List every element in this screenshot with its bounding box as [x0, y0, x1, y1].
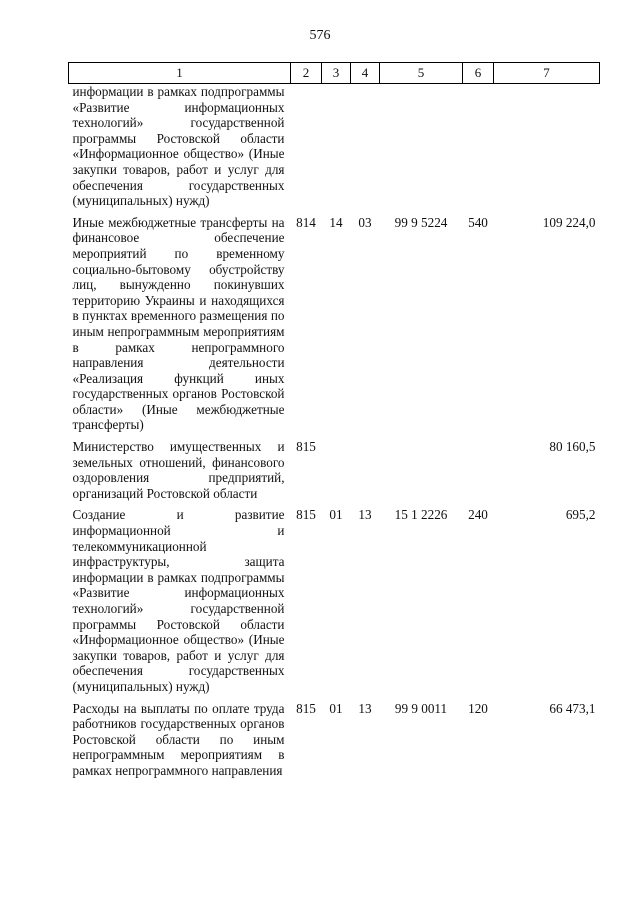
row-target-article: 99 9 0011: [394, 700, 448, 716]
row-target-article: 15 1 2226: [394, 507, 448, 523]
row-amount: 109 224,0: [542, 214, 596, 230]
row-ministry-code: [291, 84, 322, 209]
header-col-6: 6: [463, 63, 494, 84]
header-col-7: 7: [494, 63, 600, 84]
row-subsection: 03: [358, 214, 372, 230]
row-amount: 80 160,5: [549, 439, 596, 455]
row-description: информации в рамках подпрограммы «Развитие информационных технологий» государственной программы Ростовской области «Информационное общество» (Иные закупки товаров, работ и услуг для обеспечения государственных (муниципальных) нужд): [72, 84, 285, 209]
row-description: Создание и развитие информационной и телекоммуникационной инфраструктуры, защита информации в рамках подпрограммы «Развитие информационных технологий» государственной программы Ростовской области «Информационное общество» (Иные закупки товаров, работ и услуг для обеспечения государственных (муниципальных) нужд): [72, 507, 285, 694]
header-col-1: 1: [69, 63, 291, 84]
table-row: [69, 701, 600, 779]
row-description: Иные межбюджетные трансферты на финансовое обеспечение мероприятий по временному социально-бытовому обустройству лиц, вынужденно покинувших территорию Украины и находящихся в пунктах временного размещения по иным непрограммным мероприятиям в рамках непрограммного направления деятельности «Реализация функций иных государственных органов Ростовской области» (Иные межбюджетные трансферты): [72, 214, 285, 433]
row-section: [322, 84, 351, 209]
row-amount: [494, 84, 600, 209]
row-target-article: 99 9 5224: [394, 214, 448, 230]
header-col-3: 3: [322, 63, 351, 84]
row-target-article: [380, 439, 463, 501]
table-row: [69, 215, 600, 433]
row-expense-type: 120: [468, 700, 488, 716]
table-row: [69, 507, 600, 694]
row-amount: 66 473,1: [549, 700, 596, 716]
header-col-5: 5: [380, 63, 463, 84]
header-col-4: 4: [351, 63, 380, 84]
row-subsection: 13: [358, 700, 372, 716]
row-target-article: [380, 84, 463, 209]
row-ministry-code: 814: [296, 214, 316, 230]
row-description: Расходы на выплаты по оплате труда работников государственных органов Ростовской области по иным непрограммным мероприятиям в рамках непрограммного направления: [72, 700, 285, 778]
row-expense-type: 240: [468, 507, 488, 523]
row-section: 01: [329, 700, 343, 716]
row-section: 14: [329, 214, 343, 230]
table-row: [69, 439, 600, 501]
row-subsection: 13: [358, 507, 372, 523]
row-subsection: [351, 84, 380, 209]
row-subsection: [351, 439, 380, 501]
table-row: [69, 84, 600, 209]
row-ministry-code: 815: [296, 507, 316, 523]
row-description: Министерство имущественных и земельных отношений, финансового оздоровления предприятий, организаций Ростовской области: [72, 439, 285, 501]
row-ministry-code: 815: [296, 700, 316, 716]
row-section: [322, 439, 351, 501]
budget-table: [68, 62, 600, 779]
page-number: 576: [309, 28, 331, 43]
row-expense-type: 540: [468, 214, 488, 230]
row-ministry-code: 815: [296, 439, 316, 455]
table-header-row: [69, 63, 600, 84]
header-col-2: 2: [291, 63, 322, 84]
row-section: 01: [329, 507, 343, 523]
row-expense-type: [463, 439, 494, 501]
row-amount: 695,2: [565, 507, 596, 523]
row-expense-type: [463, 84, 494, 209]
